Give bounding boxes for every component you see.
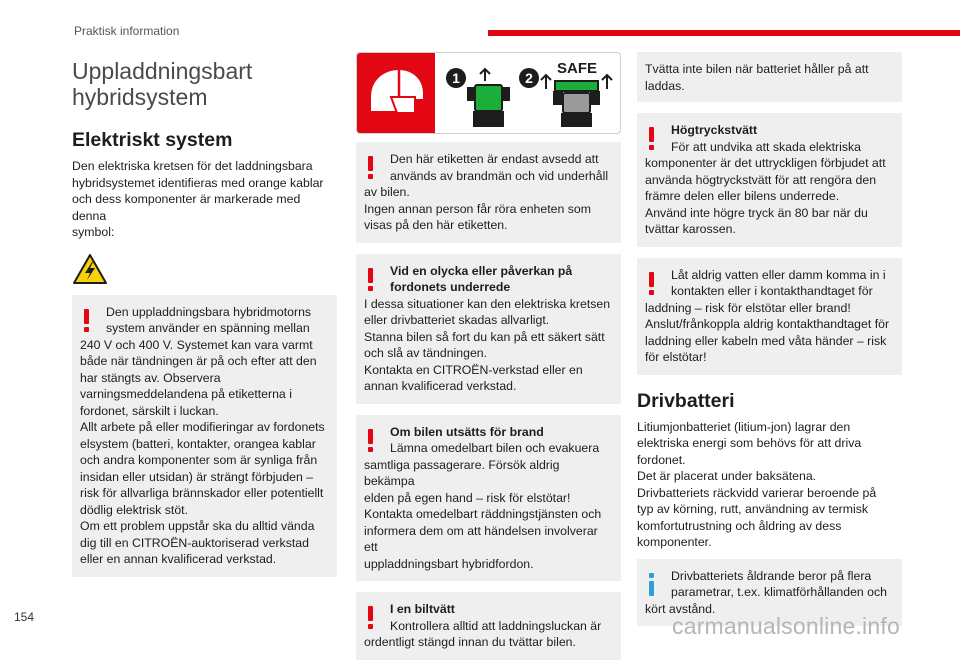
heading-drivbatteri: Drivbatteri — [637, 389, 735, 412]
warning-text: I en biltvätt Kontrollera alltid att laddningsluckan är ordentligt stängd innan du tvättar bilen. — [364, 602, 602, 649]
warning-box-label-usage — [356, 142, 621, 243]
watermark: carmanualsonline.info — [672, 613, 900, 639]
section-title — [72, 58, 337, 110]
warning-text: Låt aldrig vatten eller damm komma in i kontakten eller i kontakthandtaget för laddning – risk för elstötar eller brand! Anslut/frånkoppla aldrig kontakthandtaget för laddning eller kabeln med våta händer – risk för elstötar! — [645, 267, 890, 364]
svg-text:1: 1 — [452, 70, 460, 86]
warning-exclamation-icon — [368, 156, 373, 179]
warning-exclamation-icon — [649, 272, 654, 295]
info-text: Drivbatteriets åldrande beror på flera parametrar, t.ex. klimatförhållanden och kört avstånd. — [645, 568, 887, 616]
warning-text: Om bilen utsätts för brand Lämna omedelbart bilen och evakuera samtliga passagerare. Försök aldrig bekämpa elden på egen hand – risk för elstötar! Kontakta omedelbart räddningstjänsten och informera dem om att händelsen involverar ett uppladdningsbart hybridfordon. — [364, 424, 602, 571]
page-number: 154 — [14, 610, 35, 624]
warning-text: Vid en olycka eller påverkan på fordonets underrede I dessa situationer kan den elektriska kretsen eller drivbatteriet skadas allvarligt. Stanna bilen så fort du kan på ett säkert sätt och slå av tändningen. Kontakta en CITROËN-verkstad eller en annan kvalificerad verkstad. — [364, 263, 611, 393]
section-title-line: hybridsystem — [72, 84, 208, 110]
warning-exclamation-icon — [368, 606, 373, 629]
drivbatteri-paragraph: Litiumjonbatteriet (litium-jon) lagrar den elektriska energi som behövs för att driva fordonet. Det är placerat under baksätena. Drivbatteriets räckvidd varierar beroende på typ av körning, rutt, användning av termisk komfortutrustning och åldring av dess komponenter. — [637, 419, 877, 549]
running-header: Praktisk information — [74, 24, 180, 38]
warning-box-pressure-washer — [637, 113, 902, 247]
car-wash-text: Tvätta inte bilen när batteriet håller på att laddas. — [645, 62, 869, 93]
intro-paragraph: Den elektriska kretsen för det laddningsbara hybridsystemet identifieras med orange kablar och dess komponenter är markerade med denna symbol: — [72, 159, 324, 239]
header-accent-bar — [488, 30, 960, 36]
warning-box-accident — [356, 254, 621, 404]
warning-text: Högtryckstvätt För att undvika att skada elektriska komponenter är det uttryckligen förbjudet att använda högtryckstvätt för att rengöra den främre delen eller bilens underrede. Använd inte högre tryck än 80 bar när du tvättar karossen. — [645, 123, 886, 236]
svg-text:2: 2 — [525, 70, 533, 86]
car-wash-continued-box — [637, 52, 902, 102]
column-1 — [72, 52, 337, 577]
section-title-line: Uppladdningsbart — [72, 58, 253, 84]
warning-exclamation-icon — [368, 268, 373, 291]
warning-text: Den här etiketten är endast avsedd att används av brandmän och vid underhåll av bilen. Ingen annan person får röra enheten som visas på den här etiketten. — [364, 152, 609, 232]
firefighter-label-image — [356, 52, 621, 134]
heading-elektriskt-system: Elektriskt system — [72, 129, 233, 151]
high-voltage-warning-icon — [72, 253, 337, 287]
warning-exclamation-icon — [368, 429, 373, 452]
svg-text:SAFE: SAFE — [556, 60, 598, 77]
warning-text: Den uppladdningsbara hybridmotorns system använder en spänning mellan 240 V och 400 V. Systemet kan vara varmt både när tändningen är på och efter att den har stängts av. Observera varningsmeddelandena på etiketterna i fordonet, särskilt i luckan. Allt arbete på eller modifieringar av fordonets elsystem (batteri, kontakter, orangea kablar och andra komponenter som är synliga från insidan eller utsidan) är strängt förbjuden – risk för allvarliga brännskador eller potentiellt dödlig elektrisk stöt. Om ett problem uppstår ska du alltid vända dig till en CITROËN-auktoriserad verkstad eller en annan kvalificerad verkstad. — [80, 304, 325, 566]
warning-box-fire — [356, 415, 621, 582]
column-2 — [356, 52, 621, 660]
warning-box-car-wash — [356, 592, 621, 660]
warning-box-high-voltage — [72, 295, 337, 577]
warning-box-water-dust — [637, 258, 902, 375]
info-i-icon — [649, 573, 654, 596]
warning-exclamation-icon — [649, 127, 654, 150]
warning-exclamation-icon — [84, 309, 89, 332]
column-3 — [637, 52, 902, 626]
